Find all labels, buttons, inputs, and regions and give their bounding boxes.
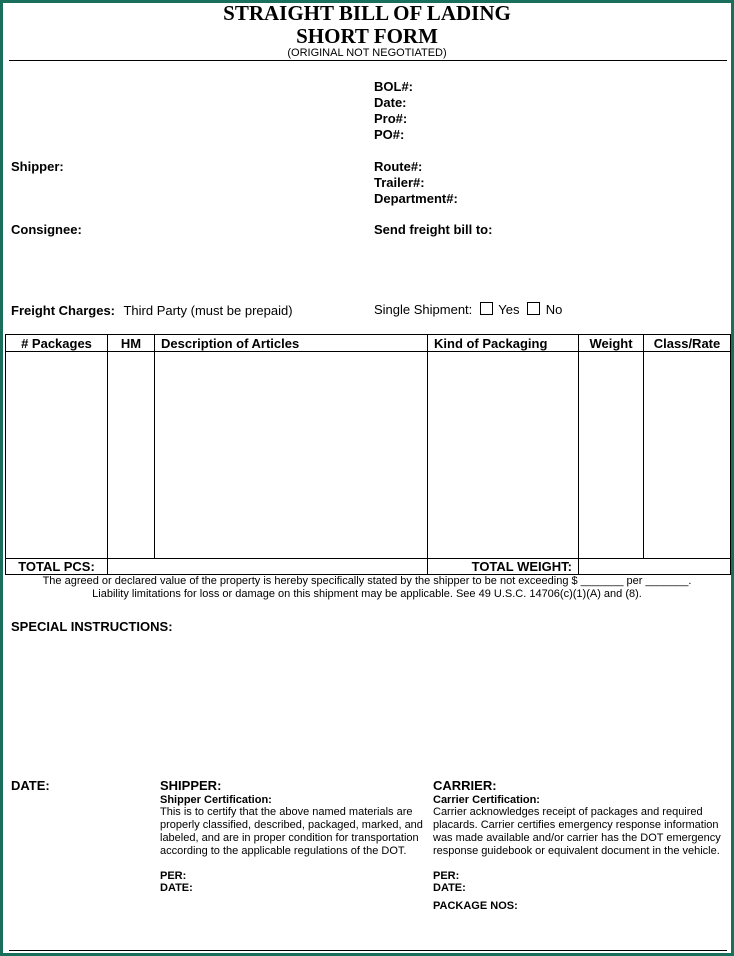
special-instructions-label: SPECIAL INSTRUCTIONS: — [11, 619, 173, 634]
col-header-class-rate: Class/Rate — [644, 335, 731, 352]
carrier-cert-line: Carrier acknowledges receipt of packages and required — [433, 806, 703, 818]
trailer-label: Trailer#: — [374, 175, 425, 190]
goods-table — [5, 334, 731, 575]
hm-cell[interactable] — [108, 352, 155, 559]
carrier-title: CARRIER: — [433, 778, 497, 793]
col-header-hm: HM — [108, 335, 155, 352]
subtitle: (ORIGINAL NOT NEGOTIATED) — [287, 47, 447, 59]
total-pcs-label: TOTAL PCS: — [6, 559, 108, 575]
department-label: Department#: — [374, 191, 458, 206]
bol-label: BOL#: — [374, 79, 413, 94]
col-header-description: Description of Articles — [155, 335, 428, 352]
shipper-cert-line: according to the applicable regulations of the DOT. — [160, 845, 407, 857]
title-line-1: STRAIGHT BILL OF LADING — [223, 3, 511, 25]
carrier-cert-line: response guidebook or equivalent document in the vehicle. — [433, 845, 720, 857]
shipper-cert-line: labeled, and are in proper condition for transportation — [160, 832, 419, 844]
packages-cell[interactable] — [6, 352, 108, 559]
pro-label: Pro#: — [374, 111, 408, 126]
col-header-weight: Weight — [579, 335, 644, 352]
shipper-section — [160, 778, 425, 894]
shipper-date-label: DATE: — [160, 882, 193, 894]
footer-rule — [9, 950, 727, 951]
carrier-cert-line: was made available and/or carrier has the DOT emergency — [433, 832, 721, 844]
packaging-cell[interactable] — [428, 352, 579, 559]
shipper-cert-line: properly classified, described, packaged, marked, and — [160, 819, 423, 831]
shipper-per-label: PER: — [160, 870, 187, 882]
yes-checkbox[interactable] — [480, 302, 493, 315]
carrier-cert-title: Carrier Certification: — [433, 794, 540, 806]
carrier-date-label: DATE: — [433, 882, 466, 894]
title-line-2: SHORT FORM — [296, 24, 438, 48]
class-rate-cell[interactable] — [644, 352, 731, 559]
shipper-title: SHIPPER: — [160, 778, 222, 793]
freight-charges-row — [11, 302, 293, 320]
date-label: Date: — [374, 95, 407, 110]
package-nos-label: PACKAGE NOS: — [433, 900, 518, 912]
totals-row — [6, 559, 731, 575]
consignee-label: Consignee: — [11, 222, 82, 237]
shipper-label: Shipper: — [11, 159, 64, 174]
freight-charges-label: Freight Charges: — [11, 303, 116, 318]
header-rule — [9, 60, 727, 61]
total-pcs-value[interactable] — [108, 559, 428, 575]
freight-charges-value: Third Party (must be prepaid) — [123, 303, 293, 318]
carrier-section — [433, 778, 725, 912]
single-shipment-row — [374, 302, 562, 317]
description-cell[interactable] — [155, 352, 428, 559]
table-row — [6, 352, 731, 559]
shipper-cert-line: This is to certify that the above named materials are — [160, 806, 413, 818]
declared-value-line-2: Liability limitations for loss or damage on this shipment may be applicable. See 49 U.S.C. 14706(c)(1)(A) and (8). — [92, 588, 642, 600]
send-freight-bill-label: Send freight bill to: — [374, 222, 493, 237]
yes-label: Yes — [498, 302, 520, 317]
total-weight-value[interactable] — [579, 559, 731, 575]
no-checkbox[interactable] — [527, 302, 540, 315]
declared-value-line-1: The agreed or declared value of the property is hereby specifically stated by the shipper to be not exceeding $ _______ per _______. — [42, 575, 692, 587]
single-shipment-label: Single Shipment: — [374, 302, 473, 317]
total-weight-label: TOTAL WEIGHT: — [428, 559, 579, 575]
route-label: Route#: — [374, 159, 423, 174]
bill-of-lading-page — [3, 3, 731, 953]
carrier-cert-line: placards. Carrier certifies emergency response information — [433, 819, 719, 831]
carrier-per-label: PER: — [433, 870, 460, 882]
no-label: No — [545, 302, 563, 317]
weight-cell[interactable] — [579, 352, 644, 559]
col-header-packaging: Kind of Packaging — [428, 335, 579, 352]
shipper-cert-title: Shipper Certification: — [160, 794, 272, 806]
bottom-date-label: DATE: — [11, 778, 50, 793]
po-label: PO#: — [374, 127, 405, 142]
col-header-packages: # Packages — [6, 335, 108, 352]
